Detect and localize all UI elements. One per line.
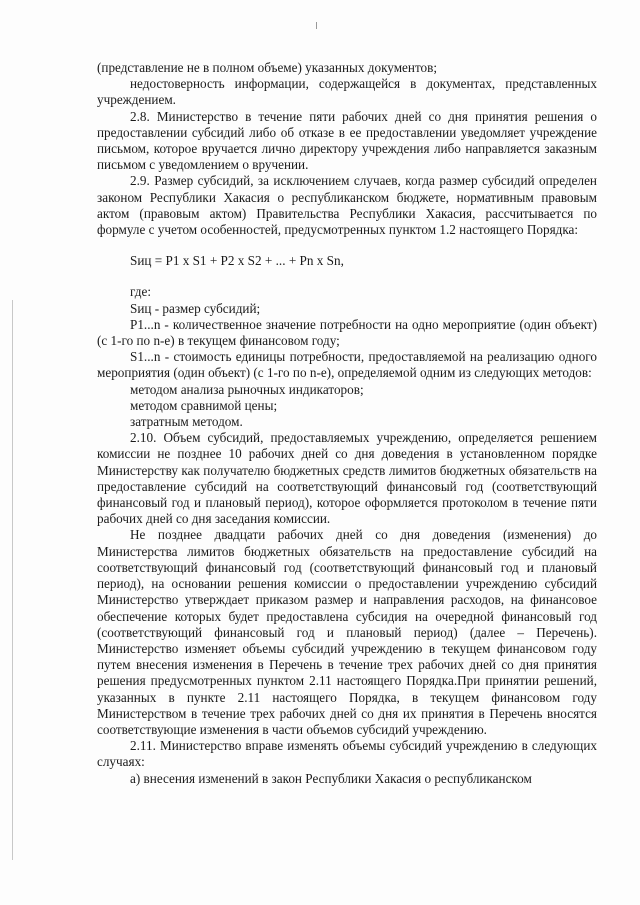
paragraph-where: где:	[130, 284, 151, 300]
method-market: методом анализа рыночных индикаторов;	[130, 381, 364, 397]
document-body	[97, 60, 597, 787]
scan-margin-line	[12, 300, 13, 860]
formula: Sиц = P1 x S1 + P2 x S2 + ... + Pn x Sn,	[130, 253, 344, 269]
paragraph-inaccuracy: недостоверность информации, содержащейся в документах, представленных учреждением.	[97, 76, 597, 108]
paragraph-2-11: 2.11. Министерство вправе изменять объемы субсидий учреждению в следующих случаях:	[97, 738, 597, 770]
definition-p: P1...n - количественное значение потребности на одно мероприятие (один объект) (с 1-го по n-е) в текущем финансовом году;	[97, 316, 597, 349]
method-comparable: методом сравнимой цены;	[130, 397, 278, 413]
paragraph-case-a: а) внесения изменений в закон Республики Хакасия о республиканском	[130, 770, 532, 786]
paragraph-2-10: 2.10. Объем субсидий, предоставляемых учреждению, определяется решением комиссии не позднее 10 рабочих дней со дня доведения в установленном порядке Министерству как получателю бюджетных средств лимитов бюджетных обязательств на предоставление субсидий на соответствующий финансовый год (соответствующий финансовый год и плановый период), которое оформляется протоколом в течение пяти рабочих дней со дня заседания комиссии.	[97, 430, 597, 527]
definition-s1n: S1...n - стоимость единицы потребности, предоставляемой на реализацию одного мероприятия (один объект) (с 1-го по n-е), определяемой одним из следующих методов:	[97, 349, 597, 381]
paragraph-2-8: 2.8. Министерство в течение пяти рабочих дней со дня принятия решения о предоставлении субсидий либо об отказе в ее предоставлении уведомляет учреждение письмом, которое вручается лично директору учреждения либо направляется заказным письмом с уведомлением о вручении.	[97, 108, 597, 173]
method-cost: затратным методом.	[130, 414, 243, 430]
page-top-mark	[316, 22, 317, 29]
definition-s: Sиц - размер субсидий;	[130, 300, 261, 316]
paragraph-2-9: 2.9. Размер субсидий, за исключением случаев, когда размер субсидий определен законом Республики Хакасия о республиканском бюджете, нормативным правовым актом (правовым актом) Правительства Республики Хакасия, рассчитывается по формуле с учетом особенностей, предусмотренных пунктом 1.2 настоящего Порядка:	[97, 173, 597, 238]
paragraph-continuation: (представление не в полном объеме) указанных документов;	[97, 60, 438, 75]
paragraph-limits: Не позднее двадцати рабочих дней со дня доведения (изменения) до Министерства лимитов бюджетных обязательств на предоставление субсидий на соответствующий финансовый год (соответствующий финансовый год и плановый период), на основании решения комиссии о предоставлении учреждению субсидий Министерство утверждает приказом размер и направления расходов, на финансовое обеспечение которых будет предоставлена субсидия на очередной финансовый год (соответствующий финансовый год и плановый период) (далее – Перечень). Министерство изменяет объемы субсидий учреждению в текущем финансовом году путем внесения изменения в Перечень в течение трех рабочих дней со дня принятия решения предусмотренных пунктом 2.11 настоящего Порядка.При принятии решений, указанных в пункте 2.11 настоящего Порядка, в текущем финансовом году Министерством в течение трех рабочих дней со дня их принятия в Перечень вносятся соответствующие изменения в части объемов субсидий учреждению.	[97, 527, 597, 737]
